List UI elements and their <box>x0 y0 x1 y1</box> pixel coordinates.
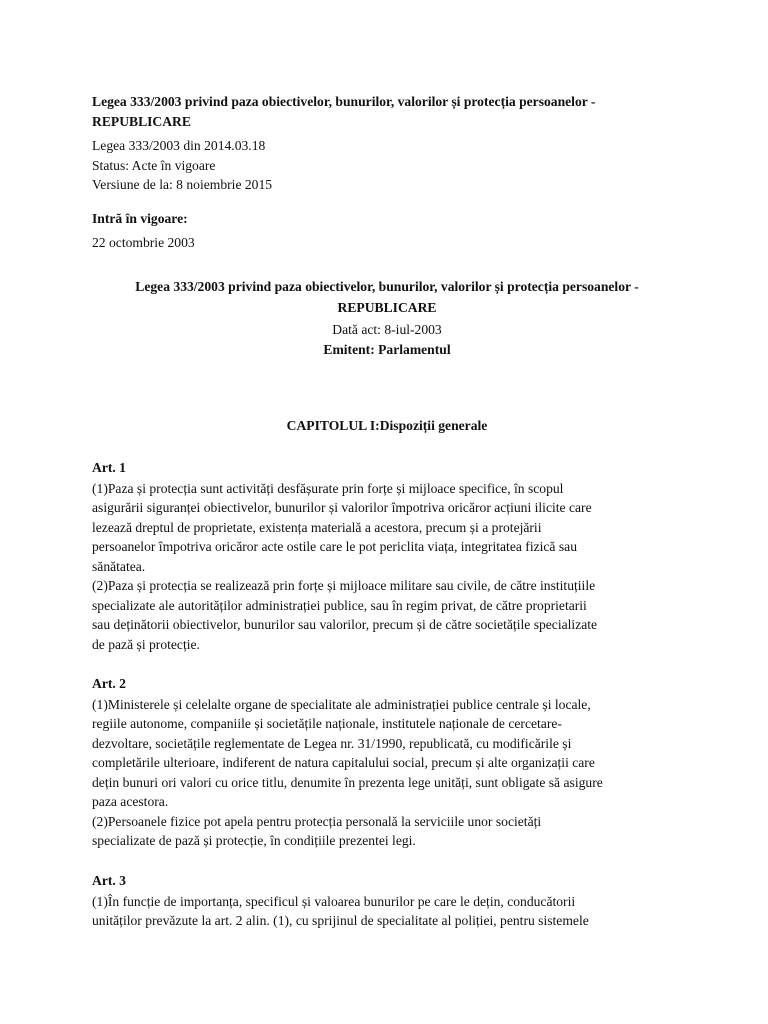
in-force-section <box>92 209 682 252</box>
act-title-line-2: REPUBLICARE <box>337 299 437 315</box>
document-title <box>92 92 682 131</box>
article-line: (2)Persoanele fizice pot apela pentru protecția personală la serviciile unor societăți <box>92 813 542 829</box>
article-body <box>92 892 682 931</box>
article-line: specializate de pază și protecție, în condițiile prezentei legi. <box>92 833 416 848</box>
article-line: lezează dreptul de proprietate, existența materială a acestora, precum și a protejării <box>92 519 542 535</box>
article-line: sau deținătorii obiectivelor, bunurilor sau valorilor, precum și de către societățile specializate <box>92 617 598 632</box>
article-line: sănătatea. <box>92 558 146 574</box>
article-1 <box>92 458 682 654</box>
meta-status: Status: Acte în vigoare <box>92 157 216 173</box>
article-line: (1)Paza și protecția sunt activități desfășurate prin forțe și mijloace specifice, în scopul <box>92 480 564 496</box>
act-date: Dată act: 8-iul-2003 <box>332 322 442 337</box>
act-issuer: Emitent: Parlamentul <box>323 341 451 357</box>
article-line: completările ulterioare, indiferent de natura capitalului social, precum și alte organizații care <box>92 755 595 770</box>
article-line: persoanelor împotriva oricăror acte ostile care le pot periclita viața, integritatea fizică sau <box>92 539 577 554</box>
article-line: (2)Paza și protecția se realizează prin forțe și mijloace militare sau civile, de către instituțiile <box>92 578 596 593</box>
article-line: regiile autonome, companiile și societățile naționale, institutele naționale de cercetare- <box>92 716 562 731</box>
article-line: asigurării siguranței obiectivelor, bunurilor și valorilor împotriva oricăror acțiuni ilicite care <box>92 500 592 515</box>
document-meta <box>92 136 682 195</box>
document-title-line-2: REPUBLICARE <box>92 113 191 129</box>
article-line: unităților prevăzute la art. 2 alin. (1), cu sprijinul de specialitate al poliției, pentru sistemele <box>92 913 589 928</box>
meta-law: Legea 333/2003 din 2014.03.18 <box>92 138 266 153</box>
in-force-label: Intră în vigoare: <box>92 211 188 226</box>
article-line: (1)În funcție de importanța, specificul și valoarea bunurilor pe care le dețin, conducătorii <box>92 893 576 909</box>
act-info <box>92 320 682 359</box>
chapter-title: CAPITOLUL I:Dispoziții generale <box>286 418 488 433</box>
document-title-line-1: Legea 333/2003 privind paza obiectivelor, bunurilor, valorilor și protecția persoanelor - <box>92 94 596 109</box>
article-line: paza acestora. <box>92 794 169 809</box>
article-body <box>92 479 682 655</box>
article-line: specializate ale autorităților administrației publice, sau în regim privat, de către proprietarii <box>92 597 587 613</box>
article-heading: Art. 1 <box>92 460 126 475</box>
article-heading: Art. 2 <box>92 676 126 691</box>
article-3 <box>92 871 682 931</box>
in-force-date: 22 octombrie 2003 <box>92 234 195 250</box>
article-line: dețin bunuri ori valori cu orice titlu, denumite în prezenta lege unități, sunt obligate să asigure <box>92 774 603 790</box>
act-title-line-1: Legea 333/2003 privind paza obiectivelor, bunurilor, valorilor și protecția persoanelor - <box>135 279 639 294</box>
meta-version: Versiune de la: 8 noiembrie 2015 <box>92 177 273 192</box>
article-2 <box>92 674 682 851</box>
article-line: dezvoltare, societățile reglementate de Legea nr. 31/1990, republicată, cu modificările și <box>92 735 572 751</box>
article-line: (1)Ministerele și celelalte organe de specialitate ale administrației publice centrale și locale, <box>92 696 591 712</box>
article-line: de pază și protecție. <box>92 636 200 652</box>
act-title <box>92 277 682 317</box>
article-heading: Art. 3 <box>92 873 126 888</box>
article-body <box>92 695 682 851</box>
